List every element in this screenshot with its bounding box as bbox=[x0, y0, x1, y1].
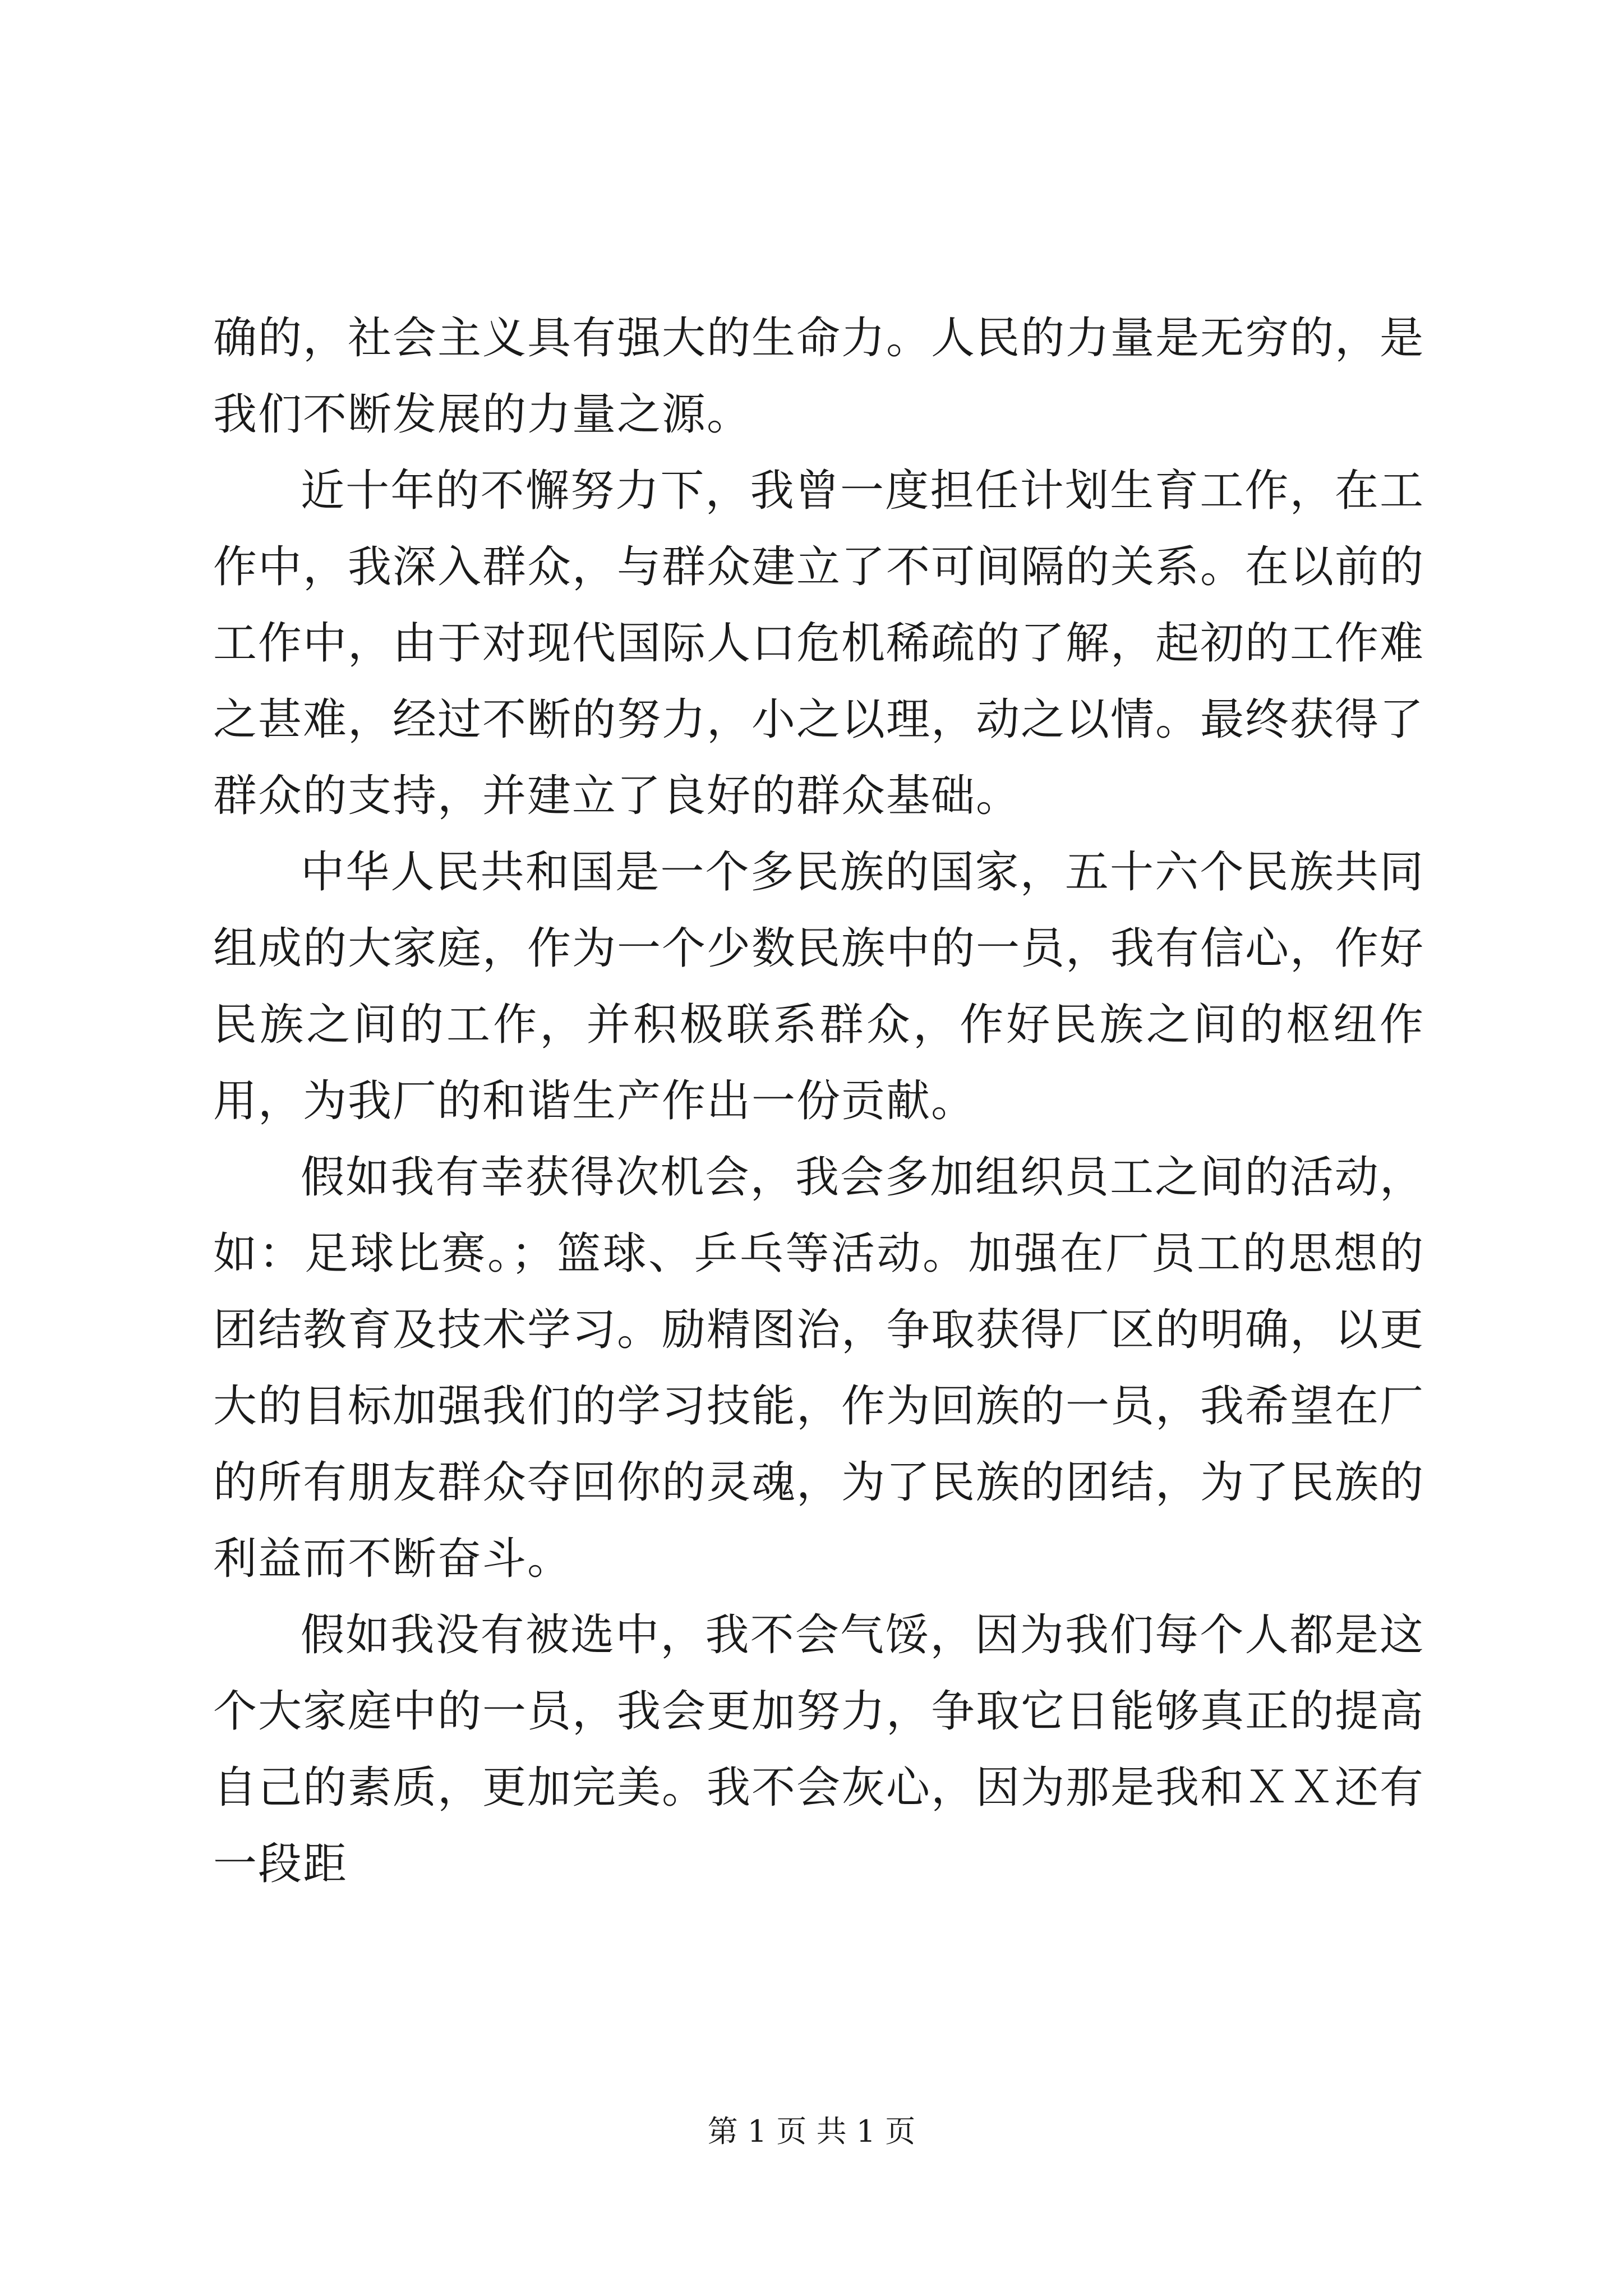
paragraph-5: 假如我没有被选中，我不会气馁，因为我们每个人都是这个大家庭中的一员，我会更加努力，争取它日能够真正的提高自己的素质，更加完美。我不会灰心，因为那是我和ＸＸ还有一段距 bbox=[213, 1610, 1425, 1889]
document-body bbox=[213, 300, 1424, 1902]
paragraph-3: 中华人民共和国是一个多民族的国家，五十六个民族共同组成的大家庭，作为一个少数民族中的一员，我有信心，作好民族之间的工作，并积极联系群众，作好民族之间的枢纽作用，为我厂的和谐生产作出一份贡献。 bbox=[213, 847, 1425, 1126]
paragraph-4: 假如我有幸获得次机会，我会多加组织员工之间的活动，如：足球比赛。；篮球、乒乓等活动。加强在厂员工的思想的团结教育及技术学习。励精图治，争取获得厂区的明确，以更大的目标加强我们的学习技能，作为回族的一员，我希望在厂的所有朋友群众夺回你的灵魂，为了民族的团结，为了民族的利益而不断奋斗。 bbox=[213, 1152, 1425, 1584]
paragraph-2: 近十年的不懈努力下，我曾一度担任计划生育工作，在工作中，我深入群众，与群众建立了不可间隔的关系。在以前的工作中，由于对现代国际人口危机稀疏的了解，起初的工作难之甚难，经过不断的努力，小之以理，动之以情。最终获得了群众的支持，并建立了良好的群众基础。 bbox=[213, 466, 1425, 821]
paragraph-1: 确的，社会主义具有强大的生命力。人民的力量是无穷的，是我们不断发展的力量之源。 bbox=[213, 313, 1425, 440]
page-footer: 第 1 页 共 1 页 bbox=[707, 2114, 916, 2149]
